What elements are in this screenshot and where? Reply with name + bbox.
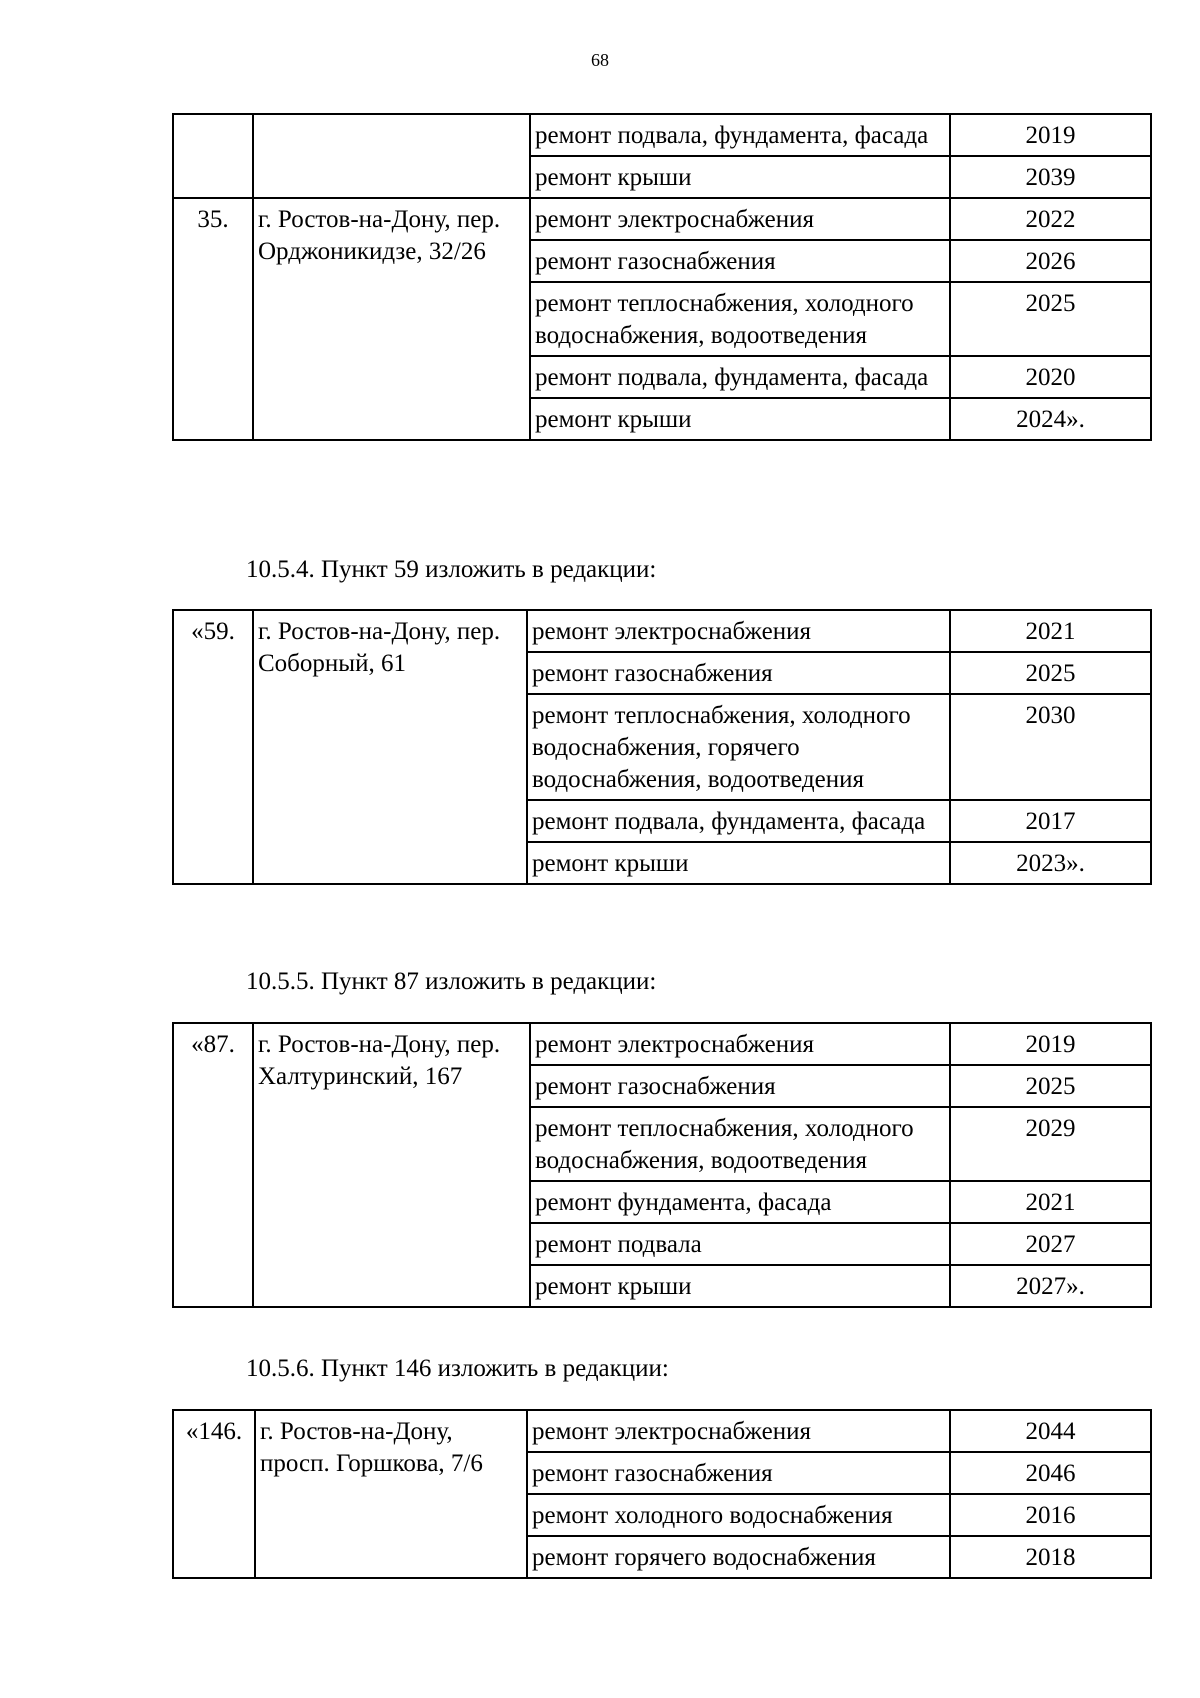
work-cell: ремонт теплоснабжения, холодного водоснабжения, горячего водоснабжения, водоотведения — [527, 694, 950, 800]
amendment-paragraph: 10.5.5. Пункт 87 изложить в редакции: — [246, 968, 657, 995]
work-cell: ремонт фундамента, фасада — [530, 1181, 950, 1223]
year-cell: 2021 — [950, 610, 1151, 652]
work-cell: ремонт теплоснабжения, холодного водоснабжения, водоотведения — [530, 282, 950, 356]
year-cell: 2027». — [950, 1265, 1151, 1307]
table-row — [173, 1023, 1151, 1065]
year-cell: 2017 — [950, 800, 1151, 842]
year-cell: 2025 — [950, 282, 1151, 356]
year-cell: 2022 — [950, 198, 1151, 240]
table-row — [173, 198, 1151, 240]
work-cell: ремонт горячего водоснабжения — [527, 1536, 950, 1578]
page-number: 68 — [591, 50, 609, 70]
address-cell: г. Ростов-на-Дону, пер. Халтуринский, 167 — [253, 1023, 530, 1307]
works-table-59 — [172, 609, 1152, 885]
year-cell: 2018 — [950, 1536, 1151, 1578]
year-cell: 2046 — [950, 1452, 1151, 1494]
year-cell: 2020 — [950, 356, 1151, 398]
year-cell: 2019 — [950, 1023, 1151, 1065]
work-cell: ремонт крыши — [530, 1265, 950, 1307]
work-cell: ремонт крыши — [527, 842, 950, 884]
year-cell: 2027 — [950, 1223, 1151, 1265]
address-cell: г. Ростов-на-Дону, просп. Горшкова, 7/6 — [255, 1410, 527, 1578]
address-cell: г. Ростов-на-Дону, пер. Соборный, 61 — [253, 610, 527, 884]
work-cell: ремонт подвала, фундамента, фасада — [527, 800, 950, 842]
year-cell: 2025 — [950, 652, 1151, 694]
work-cell: ремонт холодного водоснабжения — [527, 1494, 950, 1536]
address-cell — [253, 114, 530, 198]
amendment-paragraph: 10.5.6. Пункт 146 изложить в редакции: — [246, 1355, 669, 1382]
work-cell: ремонт газоснабжения — [527, 652, 950, 694]
work-cell: ремонт крыши — [530, 398, 950, 440]
year-cell: 2023». — [950, 842, 1151, 884]
work-cell: ремонт подвала, фундамента, фасада — [530, 356, 950, 398]
year-cell: 2030 — [950, 694, 1151, 800]
work-cell: ремонт подвала — [530, 1223, 950, 1265]
address-cell: г. Ростов-на-Дону, пер. Орджоникидзе, 32/26 — [253, 198, 530, 440]
work-cell: ремонт газоснабжения — [527, 1452, 950, 1494]
work-cell: ремонт электроснабжения — [530, 1023, 950, 1065]
table-row — [173, 610, 1151, 652]
works-table-87 — [172, 1022, 1152, 1308]
item-number-cell — [173, 114, 253, 198]
works-table-35 — [172, 113, 1152, 441]
year-cell: 2016 — [950, 1494, 1151, 1536]
year-cell: 2044 — [950, 1410, 1151, 1452]
work-cell: ремонт крыши — [530, 156, 950, 198]
item-number-cell: «146. — [173, 1410, 255, 1578]
item-number-cell: «59. — [173, 610, 253, 884]
item-number-cell: «87. — [173, 1023, 253, 1307]
work-cell: ремонт электроснабжения — [527, 1410, 950, 1452]
year-cell: 2024». — [950, 398, 1151, 440]
work-cell: ремонт электроснабжения — [530, 198, 950, 240]
work-cell: ремонт газоснабжения — [530, 240, 950, 282]
table-row — [173, 1410, 1151, 1452]
year-cell: 2025 — [950, 1065, 1151, 1107]
amendment-paragraph: 10.5.4. Пункт 59 изложить в редакции: — [246, 556, 657, 583]
works-table-146 — [172, 1409, 1152, 1579]
year-cell: 2029 — [950, 1107, 1151, 1181]
work-cell: ремонт газоснабжения — [530, 1065, 950, 1107]
year-cell: 2021 — [950, 1181, 1151, 1223]
year-cell: 2026 — [950, 240, 1151, 282]
work-cell: ремонт электроснабжения — [527, 610, 950, 652]
item-number-cell: 35. — [173, 198, 253, 440]
work-cell: ремонт подвала, фундамента, фасада — [530, 114, 950, 156]
year-cell: 2019 — [950, 114, 1151, 156]
year-cell: 2039 — [950, 156, 1151, 198]
work-cell: ремонт теплоснабжения, холодного водоснабжения, водоотведения — [530, 1107, 950, 1181]
table-row — [173, 114, 1151, 156]
